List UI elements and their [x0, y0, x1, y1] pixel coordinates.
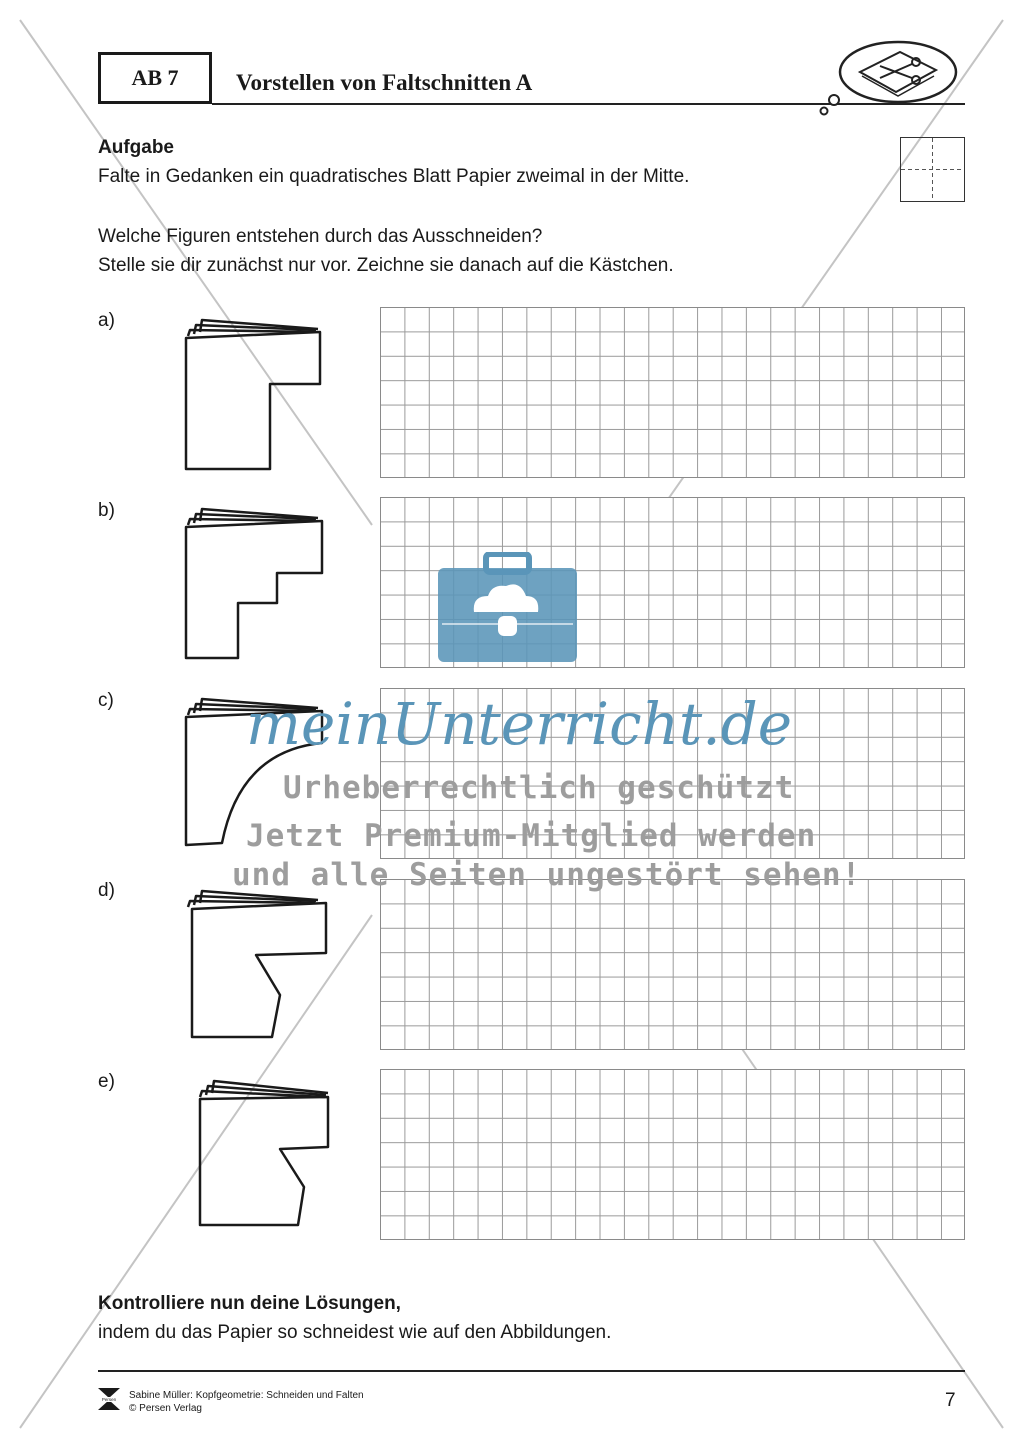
drawing-grid-e[interactable]: [380, 1069, 965, 1240]
exercise-label-a: a): [98, 310, 115, 331]
watermark-copyright: Urheberrechtlich geschützt: [283, 770, 795, 806]
task-instruction-draw: Stelle sie dir zunächst nur vor. Zeichne sie danach auf die Kästchen.: [98, 255, 674, 276]
footer-credit: Sabine Müller: Kopfgeometrie: Schneiden und Falten: [129, 1390, 364, 1401]
footer-copyright: © Persen Verlag: [129, 1403, 202, 1414]
task-heading: Aufgabe: [98, 137, 174, 158]
drawing-grid-a[interactable]: [380, 307, 965, 478]
exercise-label-e: e): [98, 1071, 115, 1092]
footer-rule: [98, 1370, 965, 1372]
watermark-brand: meinUnterricht.de: [246, 690, 793, 758]
task-question: Welche Figuren entstehen durch das Ausschneiden?: [98, 226, 543, 247]
fold-square-icon: [900, 137, 965, 202]
persen-logo-icon: [98, 1388, 120, 1410]
folded-paper-shape-e-icon: [180, 1075, 330, 1237]
sheet-label: AB 7: [131, 65, 179, 90]
exercise-label-b: b): [98, 500, 115, 521]
folded-paper-shape-d-icon: [180, 885, 330, 1047]
check-instruction: indem du das Papier so schneidest wie auf den Abbildungen.: [98, 1322, 612, 1343]
watermark-premium: Jetzt Premium-Mitglied werden: [246, 818, 817, 854]
scissors-thought-bubble-icon: [812, 38, 972, 120]
check-heading: Kontrolliere nun deine Lösungen,: [98, 1293, 401, 1314]
folded-paper-shape-a-icon: [180, 314, 330, 476]
task-instruction-fold: Falte in Gedanken ein quadratisches Blatt Papier zweimal in der Mitte.: [98, 166, 690, 187]
exercise-label-c: c): [98, 690, 114, 711]
watermark-bag-logo-icon: [436, 552, 579, 664]
page-number: 7: [945, 1390, 956, 1411]
folded-paper-shape-b-icon: [180, 503, 330, 665]
drawing-grid-d[interactable]: [380, 879, 965, 1050]
exercise-label-d: d): [98, 880, 115, 901]
page-title: Vorstellen von Faltschnitten A: [236, 70, 533, 95]
sheet-label-box: [98, 52, 212, 104]
watermark-view-pages: und alle Seiten ungestört sehen!: [232, 857, 862, 893]
persen-logo-text: Persen: [101, 1397, 117, 1403]
